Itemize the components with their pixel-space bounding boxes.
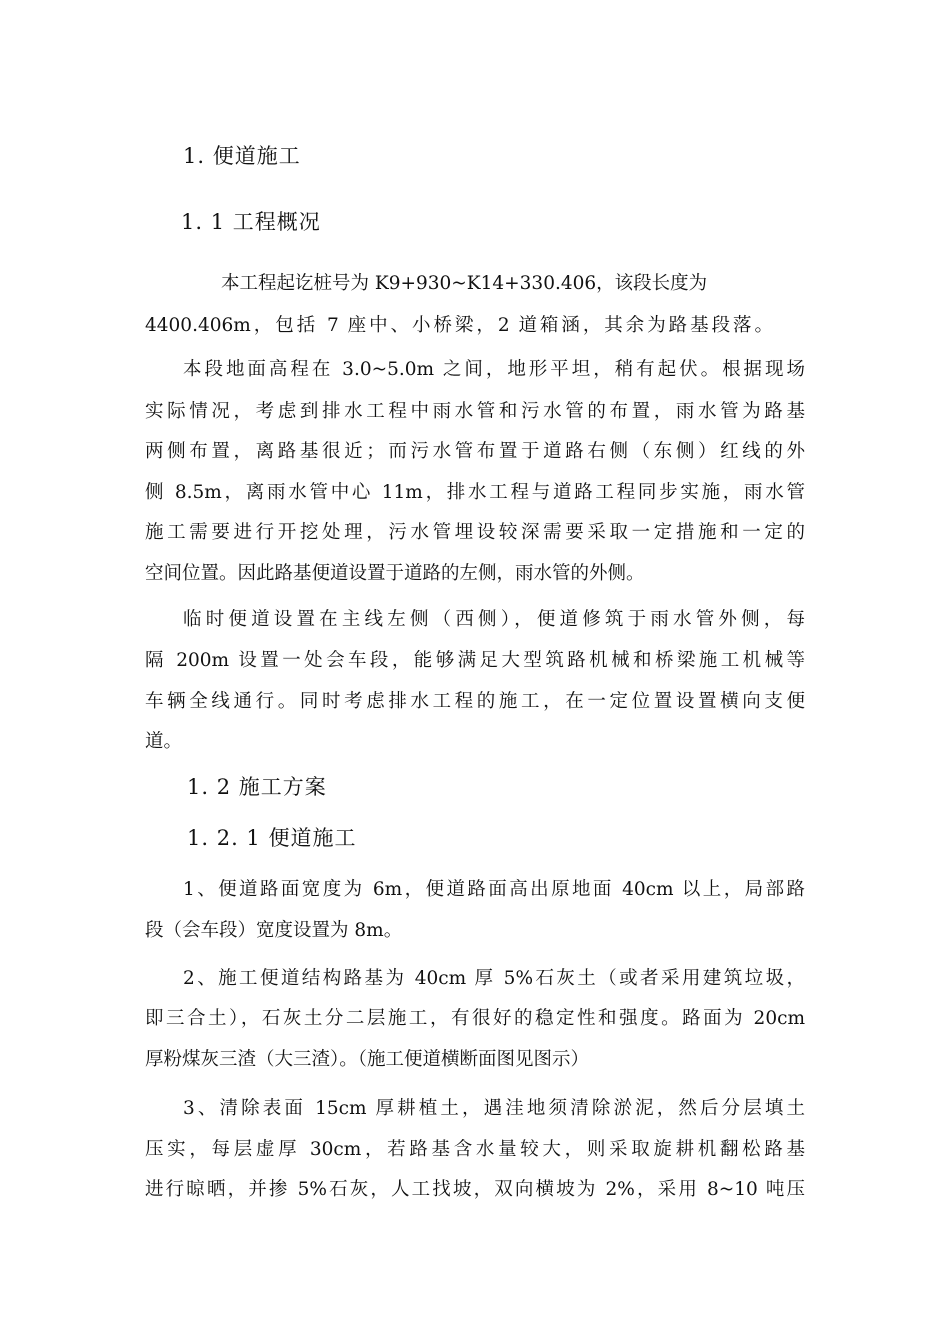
paragraph-line: 本工程起讫桩号为 K9+930~K14+330.406，该段长度为	[221, 273, 708, 294]
paragraph-line: 临时便道设置在主线左侧（西侧），便道修筑于雨水管外侧，每	[183, 609, 805, 630]
section-heading-1-2-1: 1. 2. 1 便道施工	[187, 826, 357, 850]
list-item-line: 即三合土），石灰土分二层施工，有很好的稳定性和强度。路面为 20cm	[145, 1008, 805, 1029]
paragraph-line: 实际情况，考虑到排水工程中雨水管和污水管的布置，雨水管为路基	[145, 401, 805, 422]
list-item-line: 3、清除表面 15cm 厚耕植土，遇洼地须清除淤泥，然后分层填土	[183, 1098, 805, 1119]
section-heading-1: 1. 便道施工	[183, 144, 301, 168]
paragraph-line: 隔 200m 设置一处会车段，能够满足大型筑路机械和桥梁施工机械等	[145, 650, 805, 671]
list-item-line: 1、便道路面宽度为 6m，便道路面高出原地面 40cm 以上，局部路	[183, 879, 805, 900]
paragraph-line: 车辆全线通行。同时考虑排水工程的施工，在一定位置设置横向支便	[145, 691, 805, 712]
paragraph-line: 施工需要进行开挖处理，污水管埋设较深需要采取一定措施和一定的	[145, 522, 805, 543]
section-heading-1-1: 1. 1 工程概况	[181, 210, 321, 234]
paragraph-line: 两侧布置，离路基很近；而污水管布置于道路右侧（东侧）红线的外	[145, 441, 805, 462]
list-item-line: 进行晾晒，并掺 5%石灰，人工找坡，双向横坡为 2%，采用 8~10 吨压	[145, 1179, 805, 1200]
section-heading-1-2: 1. 2 施工方案	[187, 775, 327, 799]
list-item-line: 2、施工便道结构路基为 40cm 厚 5%石灰土（或者采用建筑垃圾，	[183, 968, 805, 989]
paragraph-line: 4400.406m，包括 7 座中、小桥梁，2 道箱涵，其余为路基段落。	[145, 315, 773, 336]
paragraph-line: 空间位置。因此路基便道设置于道路的左侧，雨水管的外侧。	[145, 563, 645, 584]
paragraph-line: 侧 8.5m，离雨水管中心 11m，排水工程与道路工程同步实施，雨水管	[145, 482, 805, 503]
list-item-line: 厚粉煤灰三渣（大三渣）。（施工便道横断面图见图示）	[145, 1049, 590, 1070]
list-item-line: 段（会车段）宽度设置为 8m。	[145, 920, 403, 941]
paragraph-line: 本段地面高程在 3.0~5.0m 之间，地形平坦，稍有起伏。根据现场	[183, 359, 805, 380]
list-item-line: 压实，每层虚厚 30cm，若路基含水量较大，则采取旋耕机翻松路基	[145, 1139, 805, 1160]
paragraph-line: 道。	[145, 731, 183, 752]
